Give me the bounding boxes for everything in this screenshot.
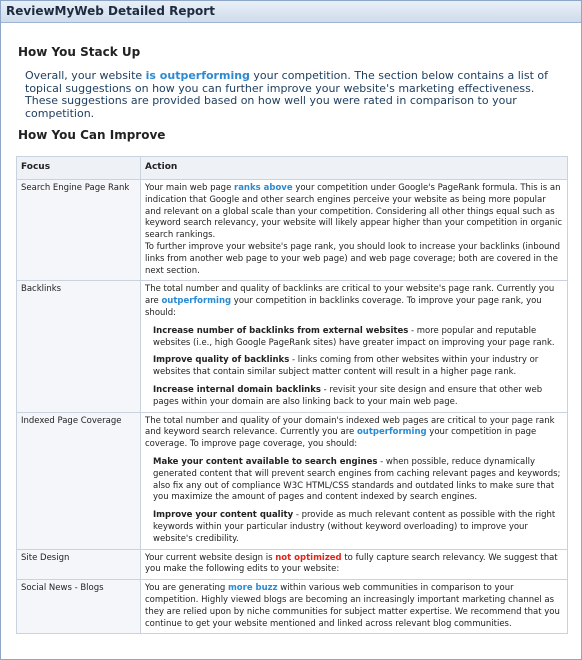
action-cell bbox=[141, 281, 568, 412]
focus-cell: Search Engine Page Rank bbox=[17, 180, 141, 281]
table-row bbox=[17, 549, 568, 580]
table-row bbox=[17, 281, 568, 412]
improvement-table bbox=[16, 156, 568, 634]
suggestion-item bbox=[153, 385, 563, 409]
rank-status: ranks above bbox=[234, 183, 293, 193]
action-text: your competition under Google's PageRank formula. This is an indication that Google and other search engines perceive your website as being more popular and relevant on a global scale than your competition. Considering all other things equal such as keyword search relevancy, your website will likely appear higher than your competition in organic search rankings. bbox=[145, 183, 563, 241]
suggestion-text: - links coming from other websites within your industry or websites that contain similar subject matter content will result in a higher page rank. bbox=[153, 355, 539, 378]
action-cell bbox=[141, 549, 568, 580]
table-row bbox=[17, 180, 568, 281]
suggestion-text: - revisit your site design and ensure that other web pages within your domain are also linking back to your main web page. bbox=[153, 384, 543, 407]
report-title: ReviewMyWeb Detailed Report bbox=[1, 1, 581, 23]
action-text: Your main web page bbox=[145, 183, 234, 193]
action-text: Your current website design is bbox=[145, 552, 276, 563]
backlinks-status: outperforming bbox=[161, 296, 232, 307]
focus-cell: Social News - Blogs bbox=[17, 580, 141, 634]
action-cell bbox=[141, 412, 568, 549]
stack-heading: How You Stack Up bbox=[18, 45, 141, 59]
action-text: to fully capture search relevancy. We suggest that you make the following edits to your website: bbox=[145, 552, 558, 575]
action-text: your competition in backlinks coverage. To improve your page rank, you should: bbox=[145, 296, 542, 318]
action-text: within various web communities in comparison to your competition. Highly viewed blogs are becoming an increasingly important marketing channel as they are relied upon by niche communities for subject matter expertise. We recommend that you continue to get your website mentioned and linked across relevant blog communities. bbox=[145, 583, 560, 629]
suggestion-text: - provide as much relevant content as possible with the right keywords within your particular industry (without keyword overloading) to improve your website's credibility. bbox=[153, 510, 556, 544]
focus-cell: Indexed Page Coverage bbox=[17, 412, 141, 549]
suggestion-item bbox=[153, 326, 563, 350]
design-status: not optimized bbox=[275, 552, 342, 563]
intro-highlight: is outperforming bbox=[145, 69, 250, 82]
suggestion-item bbox=[153, 457, 563, 504]
coverage-status: outperforming bbox=[356, 427, 427, 438]
intro-text-rest: your competition. The section below contains a list of topical suggestions on how you can further improve your website's marketing effectiveness. These suggestions are provided based on how well you were rated in comparison to your competition. bbox=[25, 69, 548, 120]
intro-text: Overall, your website bbox=[25, 69, 146, 82]
suggestion-title: Make your content available to search engines bbox=[153, 456, 378, 467]
suggestion-item bbox=[153, 355, 563, 379]
improve-heading: How You Can Improve bbox=[18, 128, 166, 142]
table-header-row bbox=[17, 157, 568, 180]
action-text: The total number and quality of backlinks are critical to your website's page rank. Currently you are bbox=[145, 284, 555, 307]
action-text: The total number and quality of your domain's indexed web pages are critical to your page rank and keyword search relevance. Currently you are bbox=[145, 415, 555, 438]
action-text: your competition in page coverage. To improve page coverage, you should: bbox=[145, 427, 537, 450]
suggestion-title: Improve your content quality bbox=[153, 510, 294, 521]
focus-cell: Site Design bbox=[17, 549, 141, 580]
table-row bbox=[17, 580, 568, 634]
stack-intro bbox=[25, 70, 565, 120]
action-paragraph: To further improve your website's page rank, you should look to increase your backlinks (inbound links from another web page to your web page) and web page coverage; both are covered in the next section. bbox=[145, 241, 561, 276]
suggestion-text: - when possible, reduce dynamically generated content that will prevent search engines from caching relevant pages and keywords; also fix any out of compliance W3C HTML/CSS standards and outdated links to make sure that you maximize the amount of pages and content indexed by search engines. bbox=[153, 456, 561, 503]
suggestion-item bbox=[153, 510, 563, 545]
action-text: You are generating bbox=[145, 583, 228, 594]
suggestion-text: - more popular and reputable websites (i.e., high Google PageRank sites) have greater impact on improving your page rank. bbox=[153, 325, 555, 348]
suggestion-title: Increase internal domain backlinks bbox=[153, 384, 321, 395]
action-cell bbox=[141, 180, 568, 281]
suggestion-title: Increase number of backlinks from external websites bbox=[153, 325, 409, 336]
table-row bbox=[17, 412, 568, 549]
suggestion-title: Improve quality of backlinks bbox=[153, 355, 290, 366]
focus-cell: Backlinks bbox=[17, 281, 141, 412]
action-cell bbox=[141, 580, 568, 634]
buzz-status: more buzz bbox=[227, 583, 278, 594]
focus-column-header: Focus bbox=[17, 157, 141, 180]
action-column-header: Action bbox=[141, 157, 568, 180]
